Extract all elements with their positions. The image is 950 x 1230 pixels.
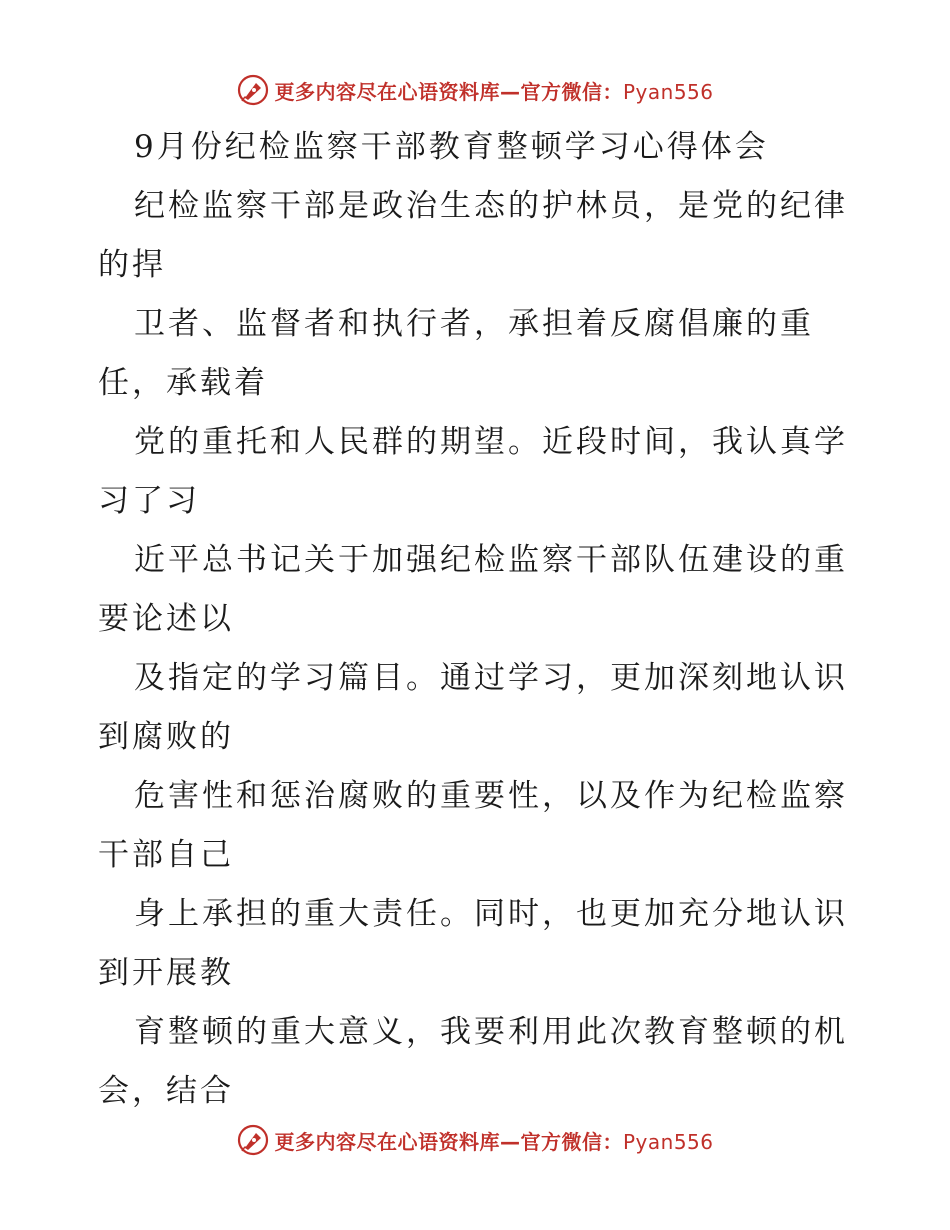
paragraph-line: 习了习 bbox=[98, 483, 200, 519]
watermark-account: Pyan556 bbox=[622, 79, 714, 104]
pen-nib-logo-icon bbox=[236, 73, 270, 107]
watermark-account: Pyan556 bbox=[622, 1129, 714, 1154]
document-body bbox=[98, 118, 858, 1121]
watermark-text bbox=[274, 1126, 713, 1155]
paragraph-line: 到开展教 bbox=[98, 955, 234, 991]
paragraph-line: 党的重托和人民群的期望。近段时间，我认真学 bbox=[134, 424, 848, 460]
paragraph-line: 近平总书记关于加强纪检监察干部队伍建设的重 bbox=[134, 542, 848, 578]
paragraph-line: 会，结合 bbox=[98, 1073, 234, 1109]
paragraph-line: 任，承载着 bbox=[98, 365, 268, 401]
paragraph-line: 卫者、监督者和执行者，承担着反腐倡廉的重 bbox=[134, 306, 814, 342]
pen-nib-logo-icon bbox=[236, 1123, 270, 1157]
footer-watermark-banner bbox=[0, 1120, 950, 1160]
paragraph-line: 身上承担的重大责任。同时，也更加充分地认识 bbox=[134, 896, 848, 932]
paragraph-line: 到腐败的 bbox=[98, 719, 234, 755]
watermark-label: 更多内容尽在心语资料库—官方微信： bbox=[274, 1129, 623, 1154]
paragraph-line: 干部自己 bbox=[98, 837, 234, 873]
watermark-label: 更多内容尽在心语资料库—官方微信： bbox=[274, 79, 623, 104]
paragraph-line: 的捍 bbox=[98, 247, 166, 283]
header-watermark-banner bbox=[0, 70, 950, 110]
paragraph-line: 育整顿的重大意义，我要利用此次教育整顿的机 bbox=[134, 1014, 848, 1050]
paragraph-line: 要论述以 bbox=[98, 601, 234, 637]
paragraph-line: 纪检监察干部是政治生态的护林员，是党的纪律 bbox=[134, 188, 848, 224]
document-title: 9月份纪检监察干部教育整顿学习心得体会 bbox=[134, 129, 769, 165]
paragraph-line: 及指定的学习篇目。通过学习，更加深刻地认识 bbox=[134, 660, 848, 696]
watermark-text bbox=[274, 76, 713, 105]
paragraph-line: 危害性和惩治腐败的重要性，以及作为纪检监察 bbox=[134, 778, 848, 814]
